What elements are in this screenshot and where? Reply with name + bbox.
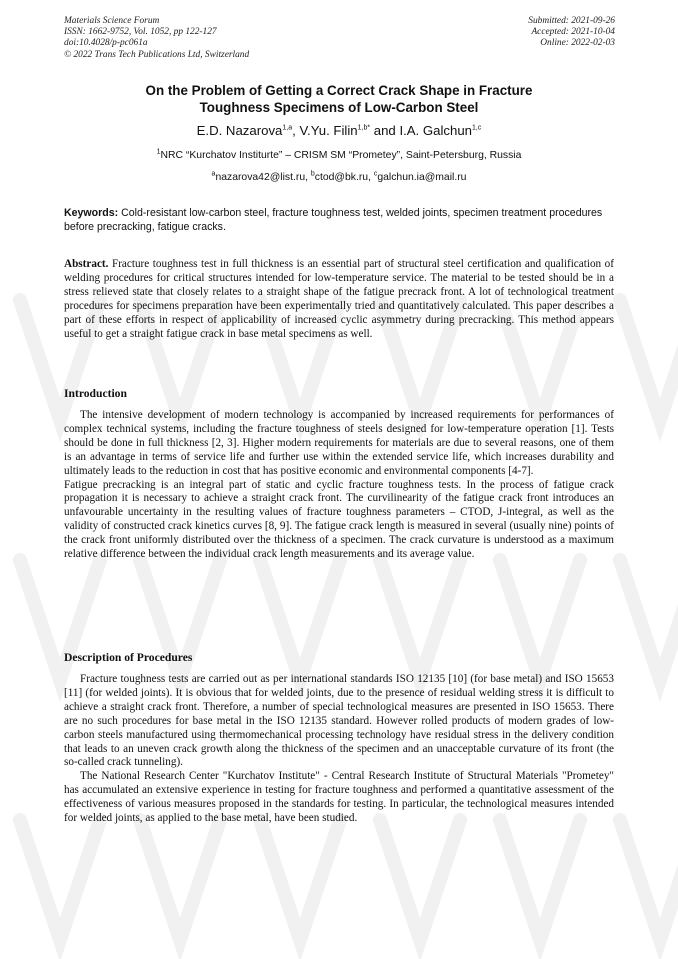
issn-line: ISSN: 1662-9752, Vol. 1052, pp 122-127 <box>64 27 217 38</box>
title-line-1: On the Problem of Getting a Correct Crack Shape in Fracture <box>145 83 533 98</box>
email-link[interactable]: ctod@bk.ru, <box>314 172 374 183</box>
paper-title <box>60 82 618 116</box>
author-separator: and <box>370 123 400 138</box>
abstract <box>64 258 614 341</box>
email-link[interactable]: nazarova42@list.ru, <box>215 172 311 183</box>
paragraph: Fracture toughness tests are carried out as per international standards ISO 12135 [10] (for base metal) and ISO 15653 [11] (for welded joints). It is obvious that for welded joints, due to the presence of residual welding stress it is difficult to achieve a straight crack front. Therefore, a number of special technological measures are presented in ISO 15653. There are no such procedures for base metal in the ISO 12135 standard. However rolled products of modern grades of low-carbon steels manufactured using thermomechanical processing technology have residual stress in the delivery condition that leads to an uneven crack growth along the thickness of the specimen and an unacceptable curvature of its front (the so-called crack tunneling). <box>64 673 614 769</box>
introduction-body <box>64 409 614 562</box>
paragraph: Fatigue precracking is an integral part of static and cyclic fracture toughness tests. In the process of fatigue crack propagation it is necessary to achieve a straight crack front. The curvilinearity of the fatigue crack front introduces an unfavourable uncertainty in the resulting values of fracture toughness parameters – CTOD, J-integral, as well as the validity of constructed crack kinetics curves [8, 9]. The fatigue crack length is measured in several (usually nine) points of the crack front uniformly distributed over the thickness of a specimen. The crack curvature is understood as a maximum relative difference between the individual crack length measurements and its average value. <box>64 478 614 561</box>
affiliation-text: NRC “Kurchatov Institurte” – CRISM SM “Prometey”, Saint-Petersburg, Russia <box>160 150 522 161</box>
email-link[interactable]: galchun.ia@mail.ru <box>377 172 467 183</box>
keywords <box>64 206 616 234</box>
publication-dates <box>528 16 615 50</box>
email-superscript: a <box>211 170 216 178</box>
author-separator: , <box>292 123 300 138</box>
author-superscript: 1,b* <box>357 124 371 132</box>
online-date: Online: 2022-02-03 <box>540 38 615 49</box>
author-superscript: 1,a <box>282 124 293 132</box>
journal-name: Materials Science Forum <box>64 16 160 26</box>
submitted-date: Submitted: 2021-09-26 <box>528 16 615 26</box>
doi-line: doi:10.4028/p-pc061a <box>64 38 148 49</box>
section-heading-procedures: Description of Procedures <box>64 651 193 664</box>
email-list <box>60 172 618 183</box>
email-superscript: c <box>373 170 378 178</box>
keywords-text: Cold-resistant low-carbon steel, fracture toughness test, welded joints, specimen treatment procedures before precracking, fatigue cracks. <box>64 207 603 233</box>
title-line-2: Toughness Specimens of Low-Carbon Steel <box>199 100 479 115</box>
abstract-text: Fracture toughness test in full thickness is an essential part of structural steel certification and qualification of welding procedures for critical structures intended for low-temperature service. The material to be tested should be in a stress relieved state that closely relates to a straight shape of the fatigue precrack front. A lot of technological treatment procedures for specimens preparation have been experimentally tried and quantitatively calculated. This paper describes a part of these efforts in respect of applicability of increased cyclic asymmetry during precracking. This method appears useful to get a straight fatigue crack in base metal specimens as well. <box>64 258 614 340</box>
affiliation-superscript: 1 <box>156 148 161 156</box>
author-superscript: 1,c <box>472 124 482 132</box>
accepted-date: Accepted: 2021-10-04 <box>531 27 615 38</box>
affiliation <box>60 150 618 161</box>
section-heading-introduction: Introduction <box>64 387 127 400</box>
author-name: E.D. Nazarova <box>196 123 283 138</box>
author-name: V.Yu. Filin <box>299 123 358 138</box>
publication-info <box>64 16 249 61</box>
author-name: I.A. Galchun <box>399 123 473 138</box>
procedures-body <box>64 673 614 826</box>
keywords-label: Keywords: <box>64 207 119 219</box>
paragraph: The National Research Center "Kurchatov Institute" - Central Research Institute of Structural Materials "Prometey" has accumulated an extensive experience in testing for fracture toughness and performed a quantitative assessment of the effectiveness of various measures proposed in the standards for testing. In particular, the technological measures intended for welded joints, as applied to the base metal, have been studied. <box>64 770 614 825</box>
paragraph: The intensive development of modern technology is accompanied by increased requirements for performances of complex technical systems, including the fracture toughness of steels designed for low-temperature operation [1]. Tests should be done in full thickness [2, 3]. Higher modern requirements for materials are due to several reasons, one of them is an advantage in terms of service life and further use within the extended service life, which increases durability and ultimately leads to the reduction in cost that has positive economic and environmental components [4-7]. <box>64 409 614 477</box>
abstract-label: Abstract. <box>64 258 109 270</box>
email-superscript: b <box>310 170 315 178</box>
copyright-line: © 2022 Trans Tech Publications Ltd, Switzerland <box>64 49 250 60</box>
author-list <box>60 123 618 138</box>
